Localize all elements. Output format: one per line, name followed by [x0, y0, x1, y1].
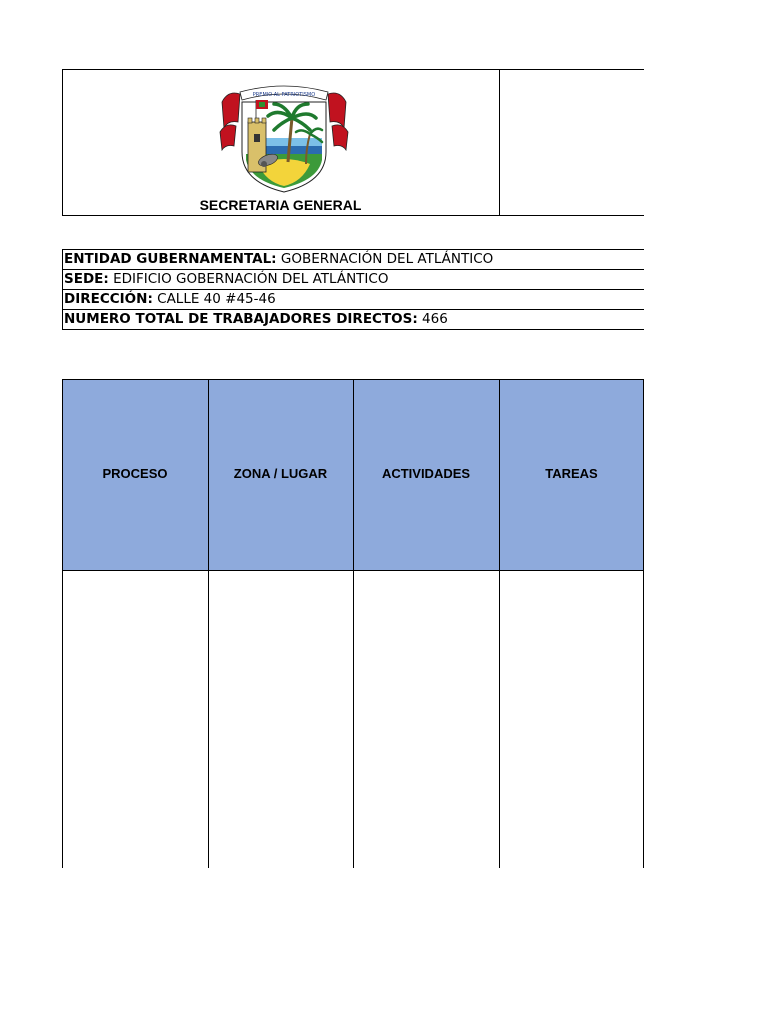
column-border — [643, 379, 644, 868]
coat-of-arms-logo — [218, 82, 350, 194]
info-block — [62, 249, 644, 330]
column-border — [62, 379, 63, 868]
emblem-motto: PREMIO AL PATRIOTISMO — [252, 92, 316, 98]
column-border — [208, 379, 209, 868]
column-header-zona-lugar: ZONA / LUGAR — [233, 466, 328, 481]
info-label: SEDE: — [64, 271, 109, 287]
info-row-direccion — [63, 289, 644, 309]
info-label: ENTIDAD GUBERNAMENTAL: — [64, 251, 277, 267]
column-border — [353, 379, 354, 868]
info-label: DIRECCIÓN: — [64, 291, 153, 307]
column-header-actividades: ACTIVIDADES — [381, 466, 471, 481]
process-table — [62, 379, 644, 868]
info-value: EDIFICIO GOBERNACIÓN DEL ATLÁNTICO — [108, 271, 389, 287]
header-divider — [499, 69, 500, 216]
info-value: GOBERNACIÓN DEL ATLÁNTICO — [276, 251, 494, 267]
info-label: NUMERO TOTAL DE TRABAJADORES DIRECTOS: — [64, 311, 418, 327]
info-row-sede — [63, 269, 644, 289]
header-box — [62, 69, 644, 216]
info-row-entidad — [63, 249, 644, 269]
column-border — [499, 379, 500, 868]
column-header-tareas: TAREAS — [545, 466, 598, 481]
info-value: CALLE 40 #45-46 — [152, 291, 276, 307]
header-title: SECRETARIA GENERAL — [199, 197, 362, 213]
info-row-trabajadores — [63, 309, 644, 330]
info-value: 466 — [417, 311, 448, 327]
column-header-proceso: PROCESO — [102, 466, 168, 481]
